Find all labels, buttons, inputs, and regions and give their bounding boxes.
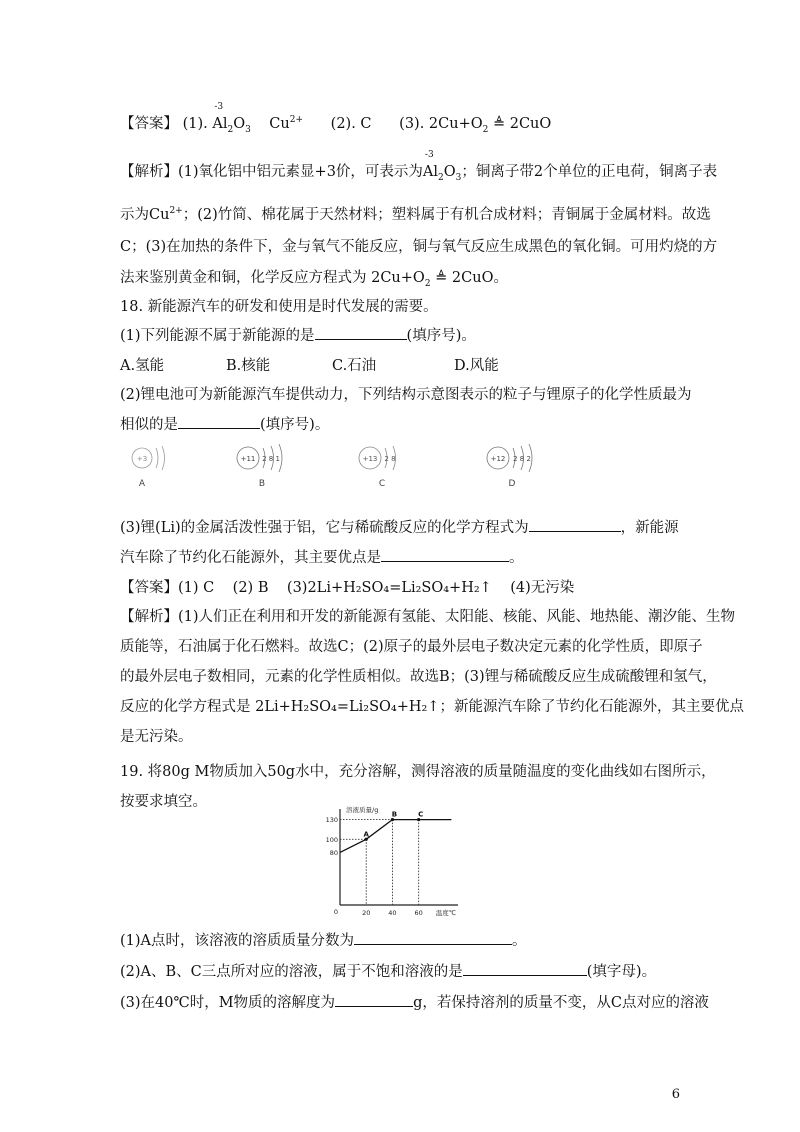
answer-part: (2). C: [330, 116, 372, 132]
svg-text:+12: +12: [490, 455, 506, 463]
q17-answer-line: [120, 102, 552, 135]
q18-part2-line1: (2)锂电池可为新能源汽车提供动力，下列结构示意图表示的粒子与锂原子的化学性质最为: [120, 387, 692, 403]
y-tick-label: 130: [325, 816, 338, 825]
answer-blank[interactable]: [354, 930, 512, 945]
svg-text:+11: +11: [240, 455, 256, 463]
x-tick-label: 60: [414, 909, 423, 917]
analysis-label: 【解析】: [120, 609, 178, 625]
q18-part2-line2: 相似的是 (填序号)。: [120, 413, 329, 434]
q18-analysis-line-5: 是无污染。: [120, 729, 193, 745]
al2o3-formula: -3 $Al_2O_3$: [422, 150, 462, 183]
x-tick-label: 20: [362, 909, 371, 917]
x-tick-label: 40: [388, 909, 397, 917]
q18-analysis-line-2: 质能等，石油属于化石燃料。故选C；(2)原子的最外层电子数决定元素的化学性质，即原子: [120, 639, 703, 655]
q18-analysis-line-4: 反应的化学方程式是 2Li+H₂SO₄=Li₂SO₄+H₂↑；新能源汽车除了节约化石能源外，其主要优点: [120, 699, 744, 715]
option-a: A.氢能: [120, 358, 165, 374]
point-label-b: B: [391, 810, 398, 819]
q18-analysis-line-1: 【解析】(1)人们正在利用和开发的新能源有氢能、太阳能、核能、风能、地热能、潮汐能、生物: [120, 609, 736, 625]
y-axis-label: 溶液质量/g: [346, 806, 379, 814]
origin-tick-label: 0: [333, 908, 338, 916]
point-label-a: A: [363, 830, 369, 839]
answer-blank[interactable]: [463, 961, 587, 976]
al2o3-formula: -3 $Al_2O_3$: [212, 102, 251, 135]
answer-blank[interactable]: [381, 547, 509, 562]
svg-text:B: B: [258, 479, 266, 489]
q18-part3-line1: (3)锂(Li)的金属活泼性强于铝，它与稀硫酸反应的化学方程式为 ，新能源: [120, 516, 679, 537]
answer-text: (1) C (2) B (3)2Li+H₂SO₄=Li₂SO₄+H₂↑ (4)无污染: [178, 580, 575, 596]
atom-structure-diagrams: [120, 440, 560, 496]
x-axis-label: 温度℃: [435, 909, 456, 917]
point-label-c: C: [418, 810, 424, 819]
answer-part: (1).: [182, 116, 208, 132]
svg-text:A: A: [138, 479, 146, 489]
atom-d: [487, 444, 532, 489]
analysis-text: ；铜离子带2个单位的正电荷，铜离子表: [461, 164, 718, 180]
answer-blank[interactable]: [529, 517, 621, 532]
q18-options: [120, 354, 499, 375]
atom-a: [132, 446, 165, 489]
svg-text:2 8 1: 2 8 1: [262, 455, 280, 463]
svg-text:C: C: [378, 479, 386, 489]
y-tick-label: 100: [325, 835, 338, 844]
option-b: B.核能: [226, 358, 271, 374]
svg-text:2 8 2: 2 8 2: [513, 455, 531, 463]
answer-label: 【答案】: [120, 116, 178, 132]
solution-mass-curve: [340, 820, 451, 853]
analysis-text: (1)氧化铝中铝元素显+3价，可表示为: [178, 164, 423, 180]
cu-ion: $Cu^{2+}$: [269, 115, 303, 132]
chart-series-line: [340, 818, 451, 852]
equation: (3). $2Cu+O_2$ ≜ 2CuO: [399, 116, 552, 135]
analysis-label: 【解析】: [120, 164, 178, 180]
y-tick-label: 80: [329, 848, 338, 857]
q17-analysis-line-3: C；(3)在加热的条件下，金与氧气不能反应，铜与氧气反应生成黑色的氧化铜。可用灼烧的方: [120, 239, 718, 255]
q19-part1: (1)A点时，该溶液的溶质质量分数为 。: [120, 929, 527, 950]
svg-text:+3: +3: [136, 455, 148, 463]
q17-analysis-line-2: 示为$Cu^{2+}$；(2)竹简、棉花属于天然材料；塑料属于有机合成材料；青铜属于金属材料。故选: [120, 206, 711, 223]
q18-analysis-line-3: 的最外层电子数相同，元素的化学性质相似。故选B；(3)锂与稀硫酸反应生成硫酸锂和氢气，: [120, 669, 717, 685]
q19-line-1: 19. 将80g M物质加入50g水中，充分溶解，测得溶液的质量随温度的变化曲线如右图所示，: [120, 764, 716, 780]
chart-guide-lines: [340, 820, 419, 905]
q17-analysis-line-1: [120, 150, 718, 183]
q19-part3: (3)在40℃时，M物质的溶解度为 g，若保持溶剂的质量不变，从C点对应的溶液: [120, 991, 709, 1012]
atom-b: [237, 444, 282, 489]
q19-part2: (2)A、B、C三点所对应的溶液，属于不饱和溶液的是 (填字母)。: [120, 960, 656, 981]
solution-mass-chart: [325, 803, 462, 921]
svg-text:2 8: 2 8: [384, 455, 396, 463]
svg-text:+13: +13: [362, 455, 378, 463]
q18-part3-line2: 汽车除了节约化石能源外，其主要优点是 。: [120, 546, 524, 567]
answer-blank[interactable]: [335, 992, 413, 1007]
q18-answer-line: [120, 576, 574, 597]
q18-part1: (1)下列能源不属于新能源的是 (填序号)。: [120, 324, 476, 345]
svg-text:D: D: [508, 479, 516, 489]
answer-blank[interactable]: [178, 414, 260, 429]
q17-analysis-line-4: 法来鉴别黄金和铜，化学反应方程式为 $2Cu+O_2$ ≜ 2CuO。: [120, 270, 508, 289]
page-number: 6: [671, 1087, 680, 1102]
chart-axes: [340, 809, 458, 905]
q19-line-2: 按要求填空。: [120, 794, 207, 810]
option-d: D.风能: [454, 358, 499, 374]
chart-labels: [326, 805, 456, 917]
answer-blank[interactable]: [315, 325, 407, 340]
answer-label: 【答案】: [120, 580, 178, 596]
option-c: C.石油: [332, 358, 377, 374]
atom-c: [359, 446, 396, 489]
q18-title: 18. 新能源汽车的研发和使用是时代发展的需要。: [120, 299, 438, 315]
